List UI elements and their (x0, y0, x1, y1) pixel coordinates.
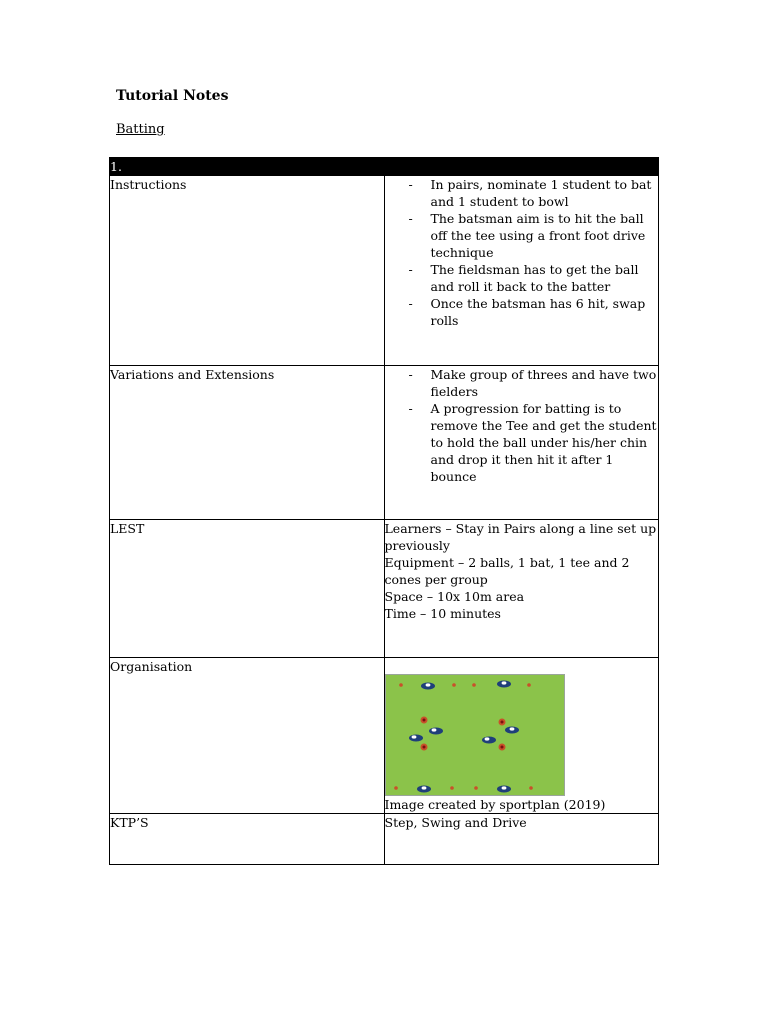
field-diagram (385, 674, 565, 796)
list-item: - The fieldsman has to get the ball and roll it back to the batter (385, 261, 659, 295)
image-caption: Image created by sportplan (2019) (384, 797, 606, 812)
table-row-instructions (110, 176, 659, 366)
variations-list (385, 366, 659, 485)
section-heading: Batting (116, 122, 165, 137)
row-content-instructions (384, 176, 659, 366)
field-diagram-svg (386, 675, 564, 795)
table-row-lest (110, 520, 659, 658)
list-item: - Make group of threes and have two fielders (385, 366, 659, 400)
cone-icon (452, 683, 456, 687)
lest-space: Space – 10x 10m area (384, 589, 525, 604)
row-label-variations: Variations and Extensions (110, 366, 385, 520)
document-title: Tutorial Notes (116, 88, 229, 104)
row-label-organisation: Organisation (110, 658, 385, 814)
list-item: - A progression for batting is to remove the Tee and get the student to hold the ball under his/her chin and drop it then hit it after 1 bounce (385, 400, 659, 485)
row-content-lest (384, 520, 659, 658)
cone-icon (474, 786, 478, 790)
row-content-variations (384, 366, 659, 520)
list-item: - Once the batsman has 6 hit, swap rolls (385, 295, 659, 329)
cone-icon (394, 786, 398, 790)
cone-icon (529, 786, 533, 790)
row-label-ktps: KTP’S (110, 814, 385, 865)
table-row-ktps (110, 814, 659, 865)
lesson-plan-table (109, 157, 659, 865)
marker-icon (409, 735, 423, 742)
table-row-variations (110, 366, 659, 520)
row-content-organisation (384, 658, 659, 814)
list-item: - In pairs, nominate 1 student to bat and 1 student to bowl (385, 176, 659, 210)
row-label-lest: LEST (110, 520, 385, 658)
cone-icon (450, 786, 454, 790)
marker-icon (482, 737, 496, 744)
instructions-list (385, 176, 659, 329)
lest-equipment: Equipment – 2 balls, 1 bat, 1 tee and 2 cones per group (384, 555, 630, 587)
cone-icon (399, 683, 403, 687)
cone-icon (527, 683, 531, 687)
row-content-ktps: Step, Swing and Drive (384, 814, 659, 865)
table-row-organisation (110, 658, 659, 814)
marker-icon (429, 728, 443, 735)
table-header-row (110, 158, 659, 176)
lest-learners: Learners – Stay in Pairs along a line set up previously (384, 521, 657, 553)
header-number: 1. (110, 158, 659, 176)
list-item: - The batsman aim is to hit the ball off the tee using a front foot drive technique (385, 210, 659, 261)
row-label-instructions: Instructions (110, 176, 385, 366)
lest-time: Time – 10 minutes (384, 606, 501, 621)
cone-icon (472, 683, 476, 687)
